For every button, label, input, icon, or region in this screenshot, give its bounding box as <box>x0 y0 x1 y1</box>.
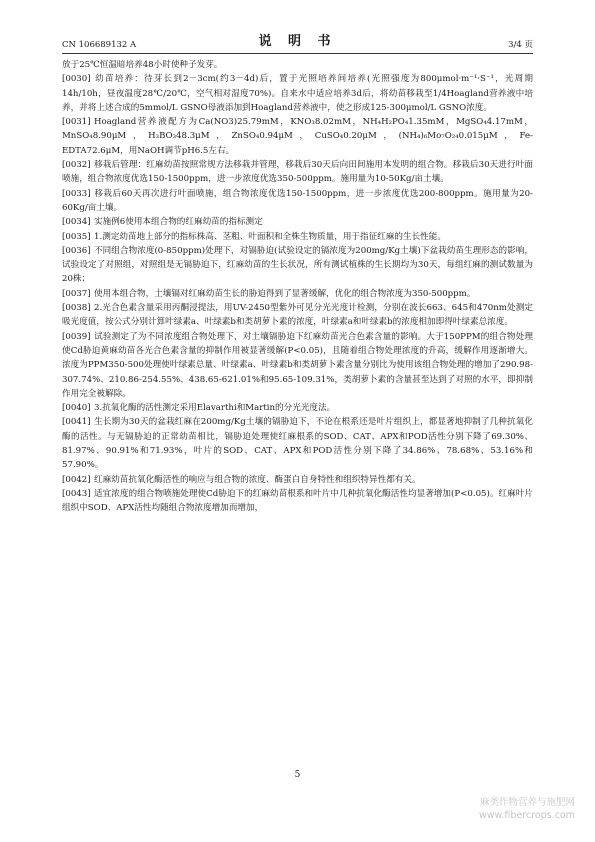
paragraph-number: [0034] <box>62 217 91 228</box>
paragraph-text: 生长期为30天的盆栽红麻在200mg/Kg土壤的镉胁迫下，不论在根系还是叶片组织上，都显著地抑制了几种抗氧化酶的活性。与无镉胁迫的正常幼苗相比，镉胁迫处理使红麻根系的SOD、CAT、APX和POD活性分别下降了69.30%、81.97%、90.91%和71.93%，叶片的SOD、CAT、APX和POD活性分别下降了34.86%、78.68%、53.16%和57.90%。 <box>62 417 533 471</box>
page-header <box>62 34 533 52</box>
paragraph-number: [0040] <box>62 403 91 414</box>
paragraph <box>62 230 533 244</box>
paragraph-text: 3.抗氧化酶的活性测定采用Elavarthi和Martin的分光光度法。 <box>94 403 336 414</box>
paragraph <box>62 115 533 158</box>
paragraph-text: 不同组合物浓度(0-850ppm)处理下，对镉胁迫(试验设定的镉浓度为200mg/Kg土壤)下盆栽幼苗生理形态的影响，试验设定了对照组，对照组是无镉胁迫下，红麻幼苗的生长状况，所有测试植株的生长期均为30天，每组红麻的测试数量为20株； <box>62 245 533 285</box>
paragraph-text: 移栽后管理：红麻幼苗按照常规方法移栽并管理，移栽后30天后向田间施用本发明的组合物。移栽后30天进行叶面喷施，组合物浓度优选150-1500ppm，进一步浓度优选350-500ppm。施用量为10-50Kg/亩土壤。 <box>62 160 533 185</box>
paragraph <box>62 72 533 115</box>
paragraph <box>62 487 533 516</box>
paragraph-text: 幼苗培养：待芽长到2－3cm(约3－4d)后，置于光照培养间培养(光照强度为800μmol·m⁻¹·S⁻¹，光周期14h/10h，昼夜温度28℃/20℃，空气相对湿度70%)。自来水中适应培养3d后，将幼苗移栽至1/4Hoagland营养液中培养，并将上述合成的5mmol/L GSNO母液添加到Hoagland营养液中，使之形成125-300μmol/L GSNO浓度。 <box>62 74 533 113</box>
paragraph-text: 红麻幼苗抗氧化酶活性的响应与组合物的浓度、酶蛋白自身特性和组织特异性都有关。 <box>94 474 421 485</box>
paragraph-number: [0043] <box>62 488 91 499</box>
paragraph-number: [0035] <box>62 231 91 242</box>
paragraph-number: [0037] <box>62 288 91 299</box>
document-body <box>62 58 533 516</box>
paragraph-text: Hoagland营养液配方为Ca(NO3)25.79mM，KNO₃8.02mM，NH₄H₂PO₄1.35mM，MgSO₄4.17mM，MnSO₄8.90μM，H₃BO₃48.3μM，ZnSO₄0.94μM，CuSO₄0.20μM，(NH₄)₆Mo₇O₂₄0.015μM，Fe-EDTA72.6μM，用NaOH调节pH6.5左右。 <box>62 117 533 156</box>
paragraph-number: [0030] <box>62 74 91 85</box>
paragraph <box>62 330 533 401</box>
paragraph-number: [0038] <box>62 303 91 314</box>
paragraph-number: [0041] <box>62 417 91 428</box>
paragraph <box>62 215 533 229</box>
paragraph-number: [0031] <box>62 117 91 128</box>
paragraph <box>62 287 533 301</box>
header-rule <box>62 53 533 54</box>
page-indicator: 3/4 页 <box>508 40 533 50</box>
paragraph <box>62 187 533 216</box>
paragraph <box>62 244 533 287</box>
paragraph-text: 1.测定幼苗地上部分的指标株高、茎粗、叶面积和全株生物质量，用于指征红麻的生长性能。 <box>94 231 446 242</box>
paragraph-number: [0036] <box>62 245 91 256</box>
watermark-line1: 麻类作物营养与施肥网 <box>479 797 575 808</box>
patent-number: CN 106689132 A <box>62 40 137 50</box>
paragraph-number: [0039] <box>62 331 91 342</box>
paragraph-number: [0042] <box>62 474 91 485</box>
document-title: 说 明 书 <box>258 34 337 49</box>
paragraph-number: [0032] <box>62 160 91 171</box>
paragraph <box>62 158 533 187</box>
paragraph-continued <box>62 58 533 72</box>
paragraph-text: 2.光合色素含量采用丙酮浸提法，用UV-2450型紫外可见分光光度计检测，分别在波长663、645和470nm处测定吸光度值，按公式分别计算叶绿素a、叶绿素b和类胡萝卜素的浓度，叶绿素a和叶绿素b的浓度相加即得叶绿素总浓度。 <box>62 303 533 328</box>
paragraph-text: 适宜浓度的组合物喷施处理使Cd胁迫下的红麻幼苗根系和叶片中几种抗氧化酶活性均显著增加(P<0.05)。红麻叶片组织中SOD、APX活性均随组合物浓度增加而增加， <box>62 488 533 514</box>
page-number: 5 <box>294 770 301 780</box>
paragraph-text: 实施例6使用本组合物的红麻幼苗的指标测定 <box>94 217 263 228</box>
paragraph-text: 放于25℃恒温暗培养48小时使种子发芽。 <box>62 60 223 70</box>
paragraph <box>62 301 533 330</box>
paragraph-text: 移栽后60天再次进行叶面喷施，组合物浓度优选150-1500ppm，进一步浓度优选200-800ppm。施用量为20-60Kg/亩土壤。 <box>62 188 533 213</box>
paragraph <box>62 473 533 487</box>
paragraph-number: [0033] <box>62 188 91 199</box>
watermark-line2: www.fibercrops.com <box>478 810 575 821</box>
paragraph <box>62 415 533 472</box>
paragraph-text: 使用本组合物，土壤镉对红麻幼苗生长的胁迫得到了显著缓解，优化的组合物浓度为350-500ppm。 <box>94 288 476 299</box>
paragraph-text: 试验测定了为不同浓度组合物处理下，对土壤镉胁迫下红麻幼苗光合色素含量的影响。大于150PPM的组合物处理使Cd胁迫黄麻幼苗各光合色素含量的抑制作用被显著缓解(P<0.05)，且随着组合物处理浓度的升高，缓解作用逐渐增大。浓度为PPM350-500处理使叶绿素总量、叶绿素a、叶绿素b和类胡萝卜素含量分别比为使用该组合物处理的增加了290.98-307.74%、210.86-254.55%、438.65-621.01%和95.65-109.31%，类胡萝卜素的含量甚至达到了对照的水平，即抑制作用完全被解除。 <box>62 331 533 399</box>
paragraph <box>62 401 533 415</box>
site-watermark <box>479 796 575 822</box>
